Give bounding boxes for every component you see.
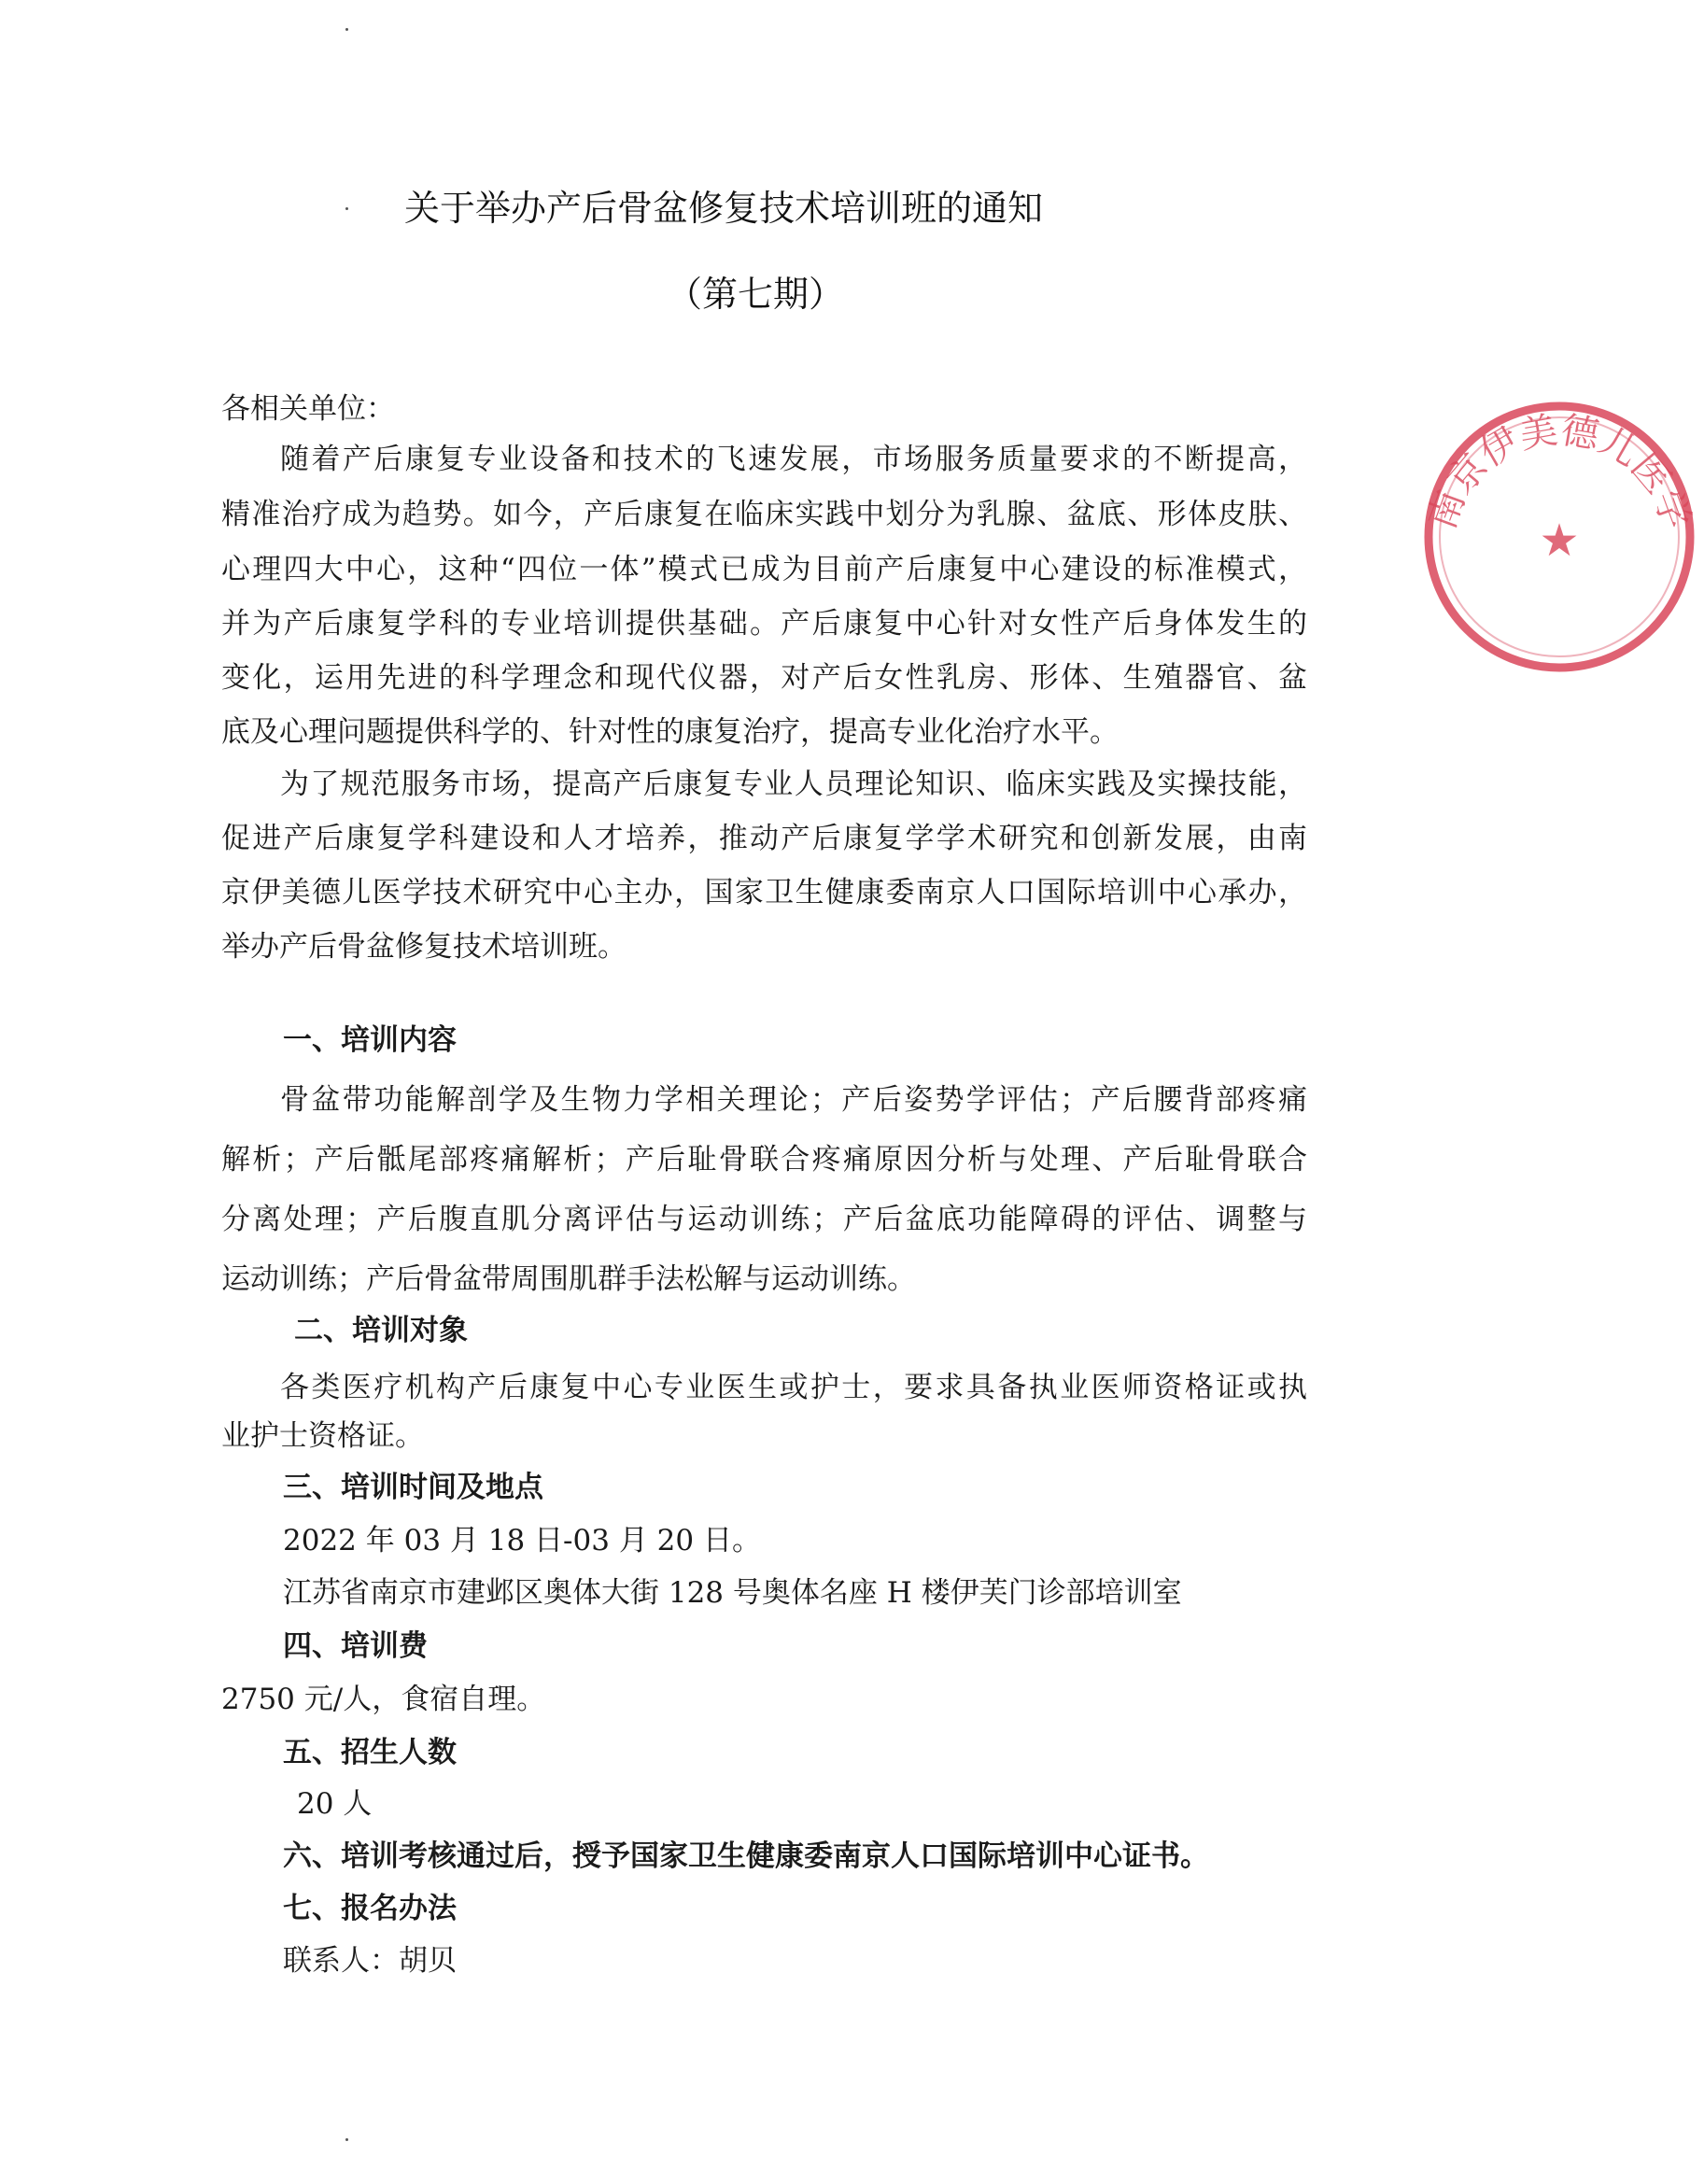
paragraph-1-line: 精准治疗成为趋势。如今，产后康复在临床实践中划分为乳腺、盆底、形体皮肤、 <box>221 498 1307 531</box>
section-1-line: 分离处理；产后腹直肌分离评估与运动训练；产后盆底功能障碍的评估、调整与 <box>221 1203 1307 1236</box>
paragraph-1-line: 随着产后康复专业设备和技术的飞速发展，市场服务质量要求的不断提高， <box>280 443 1307 476</box>
section-1-line: 骨盆带功能解剖学及生物力学相关理论；产后姿势学评估；产后腰背部疼痛 <box>280 1083 1307 1117</box>
section-1-line: 解析；产后骶尾部疼痛解析；产后耻骨联合疼痛原因分析与处理、产后耻骨联合 <box>221 1143 1307 1177</box>
paragraph-2-line: 举办产后骨盆修复技术培训班。 <box>221 930 627 964</box>
section-2-heading: 二、培训对象 <box>294 1314 468 1347</box>
section-2-line: 业护士资格证。 <box>221 1419 424 1453</box>
paragraph-1-line: 心理四大中心，这种“四位一体”模式已成为目前产后康复中心建设的标准模式， <box>221 553 1307 586</box>
section-4-heading: 四、培训费 <box>283 1629 428 1663</box>
document-title: 关于举办产后骨盆修复技术培训班的通知 <box>404 188 1044 229</box>
scan-speck <box>345 2138 348 2141</box>
paragraph-1-line: 底及心理问题提供科学的、针对性的康复治疗，提高专业化治疗水平。 <box>221 715 1119 749</box>
paragraph-2-line: 京伊美德儿医学技术研究中心主办，国家卫生健康委南京人口国际培训中心承办， <box>221 876 1307 909</box>
paragraph-2-line: 促进产后康复学科建设和人才培养，推动产后康复学学术研究和创新发展，由南 <box>221 822 1307 855</box>
section-2-line: 各类医疗机构产后康复中心专业医生或护士，要求具备执业医师资格证或执 <box>280 1371 1307 1404</box>
section-3-heading: 三、培训时间及地点 <box>283 1471 543 1504</box>
section-1-heading: 一、培训内容 <box>283 1023 457 1057</box>
paragraph-1-line: 并为产后康复学科的专业培训提供基础。产后康复中心针对女性产后身体发生的 <box>221 607 1307 641</box>
training-fee: 2750 元/人，食宿自理。 <box>221 1683 546 1716</box>
document-subtitle: （第七期） <box>667 274 845 315</box>
scan-speck <box>345 28 348 31</box>
salutation: 各相关单位： <box>221 392 395 426</box>
scan-speck <box>345 207 348 210</box>
official-seal <box>1415 392 1704 682</box>
seal-star-icon: ★ <box>1539 514 1580 567</box>
section-5-heading: 五、招生人数 <box>283 1736 457 1769</box>
training-date: 2022 年 03 月 18 日-03 月 20 日。 <box>283 1524 761 1557</box>
contact-person: 联系人：胡贝 <box>283 1944 457 1978</box>
section-7-heading: 七、报名办法 <box>283 1892 457 1925</box>
training-location: 江苏省南京市建邺区奥体大街 128 号奥体名座 H 楼伊芙门诊部培训室 <box>283 1576 1182 1610</box>
section-6-heading: 六、培训考核通过后，授予国家卫生健康委南京人口国际培训中心证书。 <box>283 1839 1209 1873</box>
enrollment-count: 20 人 <box>297 1787 373 1821</box>
seal-text: 南京伊美德儿医学 <box>1420 408 1698 535</box>
paragraph-2-line: 为了规范服务市场，提高产后康复专业人员理论知识、临床实践及实操技能， <box>280 768 1307 801</box>
section-1-line: 运动训练；产后骨盆带周围肌群手法松解与运动训练。 <box>221 1262 916 1296</box>
paragraph-1-line: 变化，运用先进的科学理念和现代仪器，对产后女性乳房、形体、生殖器官、盆 <box>221 661 1307 695</box>
